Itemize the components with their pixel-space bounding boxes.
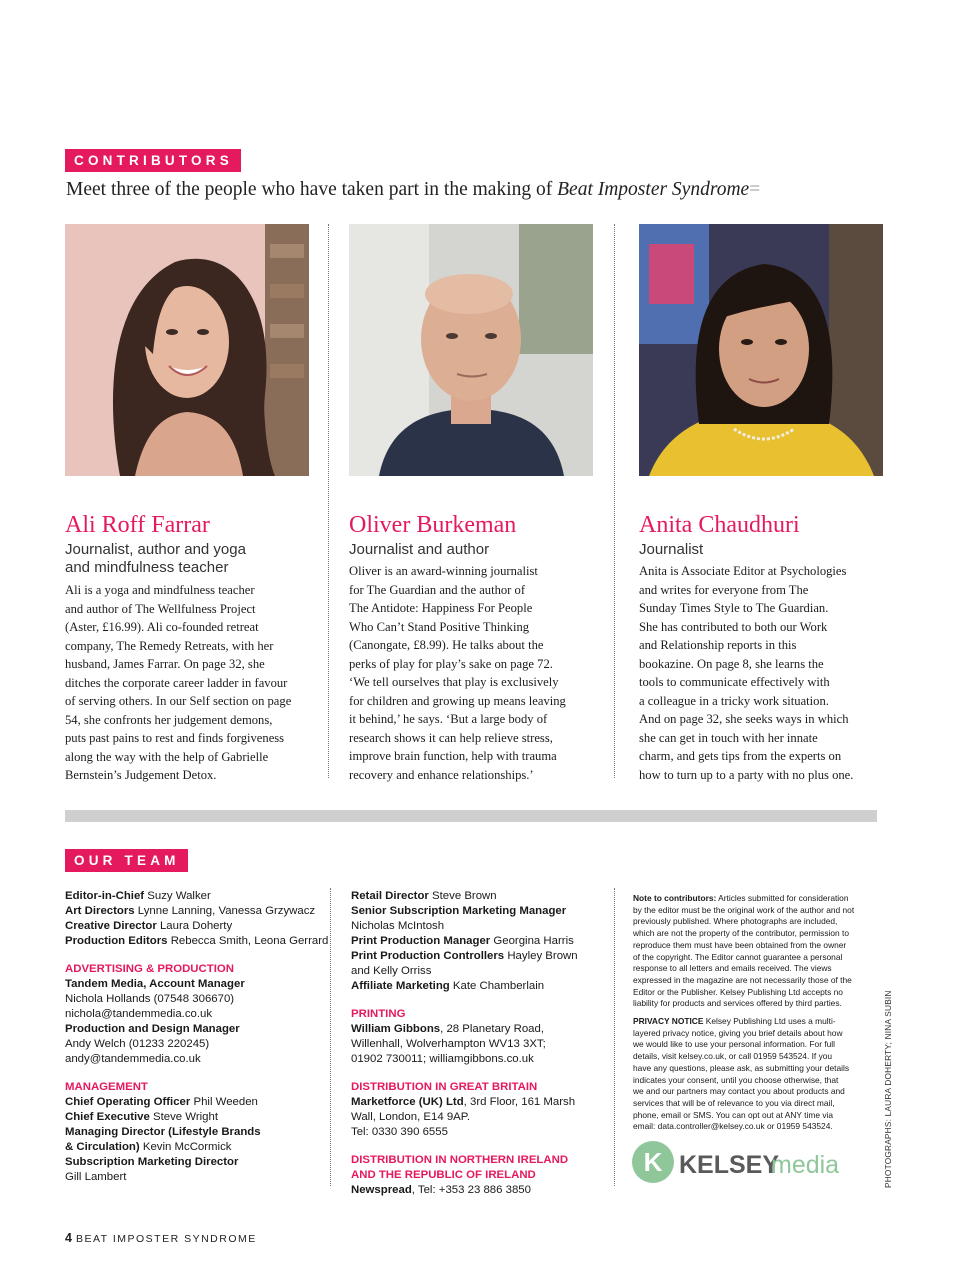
credit-line xyxy=(65,889,328,904)
credit-line xyxy=(633,952,877,964)
credit-text: Nichola Hollands (07548 306670) xyxy=(65,993,235,1005)
column-divider xyxy=(330,888,331,1186)
credit-line xyxy=(351,1052,578,1067)
photo-ali-roff-farrar xyxy=(65,224,309,476)
section-heading: ADVERTISING & PRODUCTION xyxy=(65,963,234,975)
credit-text: Kelsey Publishing Ltd uses a multi- xyxy=(703,1016,836,1027)
portrait-woman-1-image xyxy=(65,224,309,476)
credit-line xyxy=(633,975,877,987)
intro-line xyxy=(66,179,926,201)
credit-title: Retail Director xyxy=(351,890,429,902)
credit-line xyxy=(633,987,877,999)
credit-title: Affiliate Marketing xyxy=(351,980,450,992)
credit-text: indicates your consent, until you choose otherwise, that xyxy=(633,1074,839,1085)
credit-line xyxy=(65,904,328,919)
legal-notes xyxy=(633,893,877,1133)
credit-text: Kevin McCormick xyxy=(139,1141,232,1153)
credit-line xyxy=(65,919,328,934)
credit-text: of the copyright. The Editor cannot guarantee a personal xyxy=(633,951,843,962)
credit-title: Print Production Manager xyxy=(351,935,491,947)
credit-title: Managing Director (Lifestyle Brands xyxy=(65,1126,261,1138)
credit-line xyxy=(65,1007,328,1022)
credit-text: , 28 Planetary Road, xyxy=(440,1023,544,1035)
credit-text: , Tel: +353 23 886 3850 xyxy=(411,1184,531,1196)
photo-credit: PHOTOGRAPHS: LAURA DOHERTY; NINA SUBIN xyxy=(883,990,893,1188)
credit-line xyxy=(65,1095,328,1110)
credit-text: Nicholas McIntosh xyxy=(351,920,445,932)
credit-text: Editor or the Publisher. Kelsey Publishing Ltd accepts no xyxy=(633,986,843,997)
column-divider xyxy=(614,224,615,778)
intro-suffix: = xyxy=(749,179,761,200)
credit-text: phone, email or SMS. You can opt out at ANY time via xyxy=(633,1109,834,1120)
credit-text: Wall, London, E14 9AP. xyxy=(351,1111,471,1123)
credit-line xyxy=(633,1039,877,1051)
credit-text: andy@tandemmedia.co.uk xyxy=(65,1053,201,1065)
credit-title: Newspread xyxy=(351,1184,412,1196)
credit-line xyxy=(65,934,328,949)
credit-text: 01902 730011; williamgibbons.co.uk xyxy=(351,1053,534,1065)
credit-title: Editor-in-Chief xyxy=(65,890,145,902)
contributor-name: Ali Roff Farrar xyxy=(65,512,210,538)
credit-line xyxy=(351,1095,578,1110)
credit-text: Willenhall, Wolverhampton WV13 3XT; xyxy=(351,1038,546,1050)
credit-line xyxy=(351,919,578,934)
credit-text: Rebecca Smith, Leona Gerrard xyxy=(167,935,329,947)
intro-prefix: Meet three of the people who have taken part in the making of xyxy=(66,179,558,200)
credit-text: services that will be of relevance to you via direct mail, xyxy=(633,1097,835,1108)
credit-text: , 3rd Floor, 161 Marsh xyxy=(463,1096,576,1108)
spacer xyxy=(351,1140,578,1153)
credit-text: Articles submitted for consideration xyxy=(716,893,849,903)
photo-oliver-burkeman xyxy=(349,224,593,476)
credit-line xyxy=(633,1075,877,1087)
photo-anita-chaudhuri xyxy=(639,224,883,476)
spacer xyxy=(65,1067,328,1080)
credit-line xyxy=(633,1086,877,1098)
page-number: 4 xyxy=(65,1231,72,1245)
credit-line xyxy=(351,1125,578,1140)
credit-text: liability for products and services offered by third parties. xyxy=(633,998,842,1009)
credit-line xyxy=(633,893,877,905)
credit-text: email: data.controller@kelsey.co.uk or 01959 543524. xyxy=(633,1121,833,1132)
team-column-2 xyxy=(351,889,578,1198)
credit-line xyxy=(65,992,328,1007)
credit-line xyxy=(351,904,578,919)
credit-line xyxy=(65,1155,328,1170)
contributor-bio: Oliver is an award-winning journalist for The Guardian and the author of The Antidote: Happiness For People Who Can’t Stand Positive Thinking (Canongate, £8.99). He talks about the perks of play for play’s sake on page 72. ‘We tell ourselves that play is exclusively for children and growing up means leaving it behind,’ he says. ‘But a large body of research shows it can help relieve stress, improve brain function, help with trauma recovery and enhance relationships.’ xyxy=(349,564,566,782)
credit-text: Hayley Brown xyxy=(504,950,578,962)
spacer xyxy=(65,949,328,962)
credit-line xyxy=(633,916,877,928)
credit-text: Suzy Walker xyxy=(144,890,211,902)
page-footer xyxy=(65,1231,257,1245)
contributor-role: Journalist, author and yoga and mindfulness teacher xyxy=(65,541,246,576)
credit-line xyxy=(351,1037,578,1052)
contributor-role: Journalist xyxy=(639,541,704,558)
credit-title: PRIVACY NOTICE xyxy=(633,1016,704,1027)
credit-text: have any questions, please ask, as submitting your details xyxy=(633,1062,850,1073)
credit-line xyxy=(351,1183,578,1198)
section-heading: DISTRIBUTION IN GREAT BRITAIN xyxy=(351,1081,538,1093)
credit-text: which are not the property of the contributor, permission to xyxy=(633,928,850,939)
credit-line xyxy=(351,934,578,949)
column-divider xyxy=(614,888,615,1186)
credit-line xyxy=(351,1110,578,1125)
credit-title: Tandem Media, Account Manager xyxy=(65,978,245,990)
svg-text:K: K xyxy=(643,1147,663,1177)
credit-line xyxy=(351,1022,578,1037)
credit-text: Laura Doherty xyxy=(156,920,233,932)
credit-text: Steve Brown xyxy=(428,890,497,902)
credit-line xyxy=(65,1052,328,1067)
credit-line xyxy=(351,964,578,979)
column-divider xyxy=(328,224,329,778)
contributor-bio: Anita is Associate Editor at Psychologies and writes for everyone from The Sunday Times Style to The Guardian. She has contributed to both our Work and Relationship reports in this bookazine. On page 8, she learns the tools to communicate effectively with a colleague in a tricky work situation. And on page 32, she seeks ways in which she can get in touch with her innate charm, and gets tips from the experts on how to turn up to a party with no plus one. xyxy=(639,564,854,782)
credit-title: Production Editors xyxy=(65,935,168,947)
credit-line xyxy=(65,1170,328,1185)
credit-title: Production and Design Manager xyxy=(65,1023,240,1035)
credit-text: details, visit kelsey.co.uk, or call 01959 543524. If you xyxy=(633,1051,833,1062)
credit-title: William Gibbons xyxy=(351,1023,441,1035)
credit-title: & Circulation) xyxy=(65,1141,140,1153)
credit-text: reproduce them must have been obtained from the owner xyxy=(633,939,847,950)
contributor-name: Anita Chaudhuri xyxy=(639,512,800,538)
credit-line xyxy=(65,1125,328,1140)
credit-text: Kate Chamberlain xyxy=(449,980,545,992)
credit-text: by the editor must be the original work of the author and not xyxy=(633,904,855,915)
publication-title: BEAT IMPOSTER SYNDROME xyxy=(75,1233,257,1245)
credit-title: Note to contributors: xyxy=(633,893,717,903)
credit-text: Tel: 0330 390 6555 xyxy=(351,1126,448,1138)
credit-title: Art Directors xyxy=(65,905,135,917)
credit-line xyxy=(633,963,877,975)
contributor-bio: Ali is a yoga and mindfulness teacher and author of The Wellfulness Project (Aster, £16.99). Ali co-founded retreat company, The Remedy Retreats, with her husband, James Farrar. On page 32, she ditches the corporate career ladder in favour of serving others. In our Self section on page 54, she confronts her judgement demons, puts past pains to rest and finds forgiveness along the way with the help of Gabrielle Bernstein’s Judgement Detox. xyxy=(65,583,292,782)
contributor-name: Oliver Burkeman xyxy=(349,512,517,538)
credit-text: layered privacy notice, giving you brief details about how xyxy=(633,1027,843,1038)
credit-line xyxy=(65,1037,328,1052)
credit-text: Andy Welch (01233 220245) xyxy=(65,1038,210,1050)
credit-text: nichola@tandemmedia.co.uk xyxy=(65,1008,213,1020)
credit-text: we would like to use your personal information. For full xyxy=(633,1039,836,1050)
section-separator-bar xyxy=(65,810,877,822)
contributor-role: Journalist and author xyxy=(349,541,490,558)
credit-line xyxy=(633,1110,877,1122)
intro-title: Beat Imposter Syndrome xyxy=(557,179,750,200)
credit-text: Steve Wright xyxy=(149,1111,219,1123)
credit-line xyxy=(65,1110,328,1125)
credit-text: Gill Lambert xyxy=(65,1171,127,1183)
credit-line xyxy=(351,949,578,964)
credit-line xyxy=(633,998,877,1010)
section-heading: PRINTING xyxy=(351,1008,406,1020)
credit-line xyxy=(633,928,877,940)
spacer xyxy=(351,1067,578,1080)
svg-text:KELSEY: KELSEY xyxy=(679,1151,780,1179)
spacer xyxy=(351,994,578,1007)
credit-title: Marketforce (UK) Ltd xyxy=(351,1096,464,1108)
credit-title: Chief Executive xyxy=(65,1111,150,1123)
credit-line xyxy=(633,1016,877,1028)
portrait-man-image xyxy=(349,224,593,476)
credit-title: Creative Director xyxy=(65,920,157,932)
credit-line xyxy=(633,1098,877,1110)
credit-title: Chief Operating Officer xyxy=(65,1096,191,1108)
credit-line xyxy=(633,1121,877,1133)
credit-title: Print Production Controllers xyxy=(351,950,505,962)
credit-line xyxy=(633,1063,877,1075)
credit-text: we and our partners may contact you about products and xyxy=(633,1086,845,1097)
credit-text: expressed in the magazine are not necessarily those of the xyxy=(633,974,852,985)
credit-line xyxy=(65,977,328,992)
credit-text: Lynne Lanning, Vanessa Grzywacz xyxy=(134,905,316,917)
credit-text: response to all letters and emails received. The views xyxy=(633,963,832,974)
credit-line xyxy=(633,1051,877,1063)
our-team-label: OUR TEAM xyxy=(65,849,188,872)
section-heading: MANAGEMENT xyxy=(65,1081,148,1093)
credit-line xyxy=(65,1140,328,1155)
credit-line xyxy=(351,889,578,904)
credit-line xyxy=(633,940,877,952)
credit-title: Senior Subscription Marketing Manager xyxy=(351,905,567,917)
credit-title: Subscription Marketing Director xyxy=(65,1156,239,1168)
credit-line xyxy=(65,1022,328,1037)
credit-line xyxy=(633,905,877,917)
team-column-1 xyxy=(65,889,328,1185)
credit-text: Phil Weeden xyxy=(190,1096,258,1108)
credit-text: Georgina Harris xyxy=(490,935,574,947)
section-heading: DISTRIBUTION IN NORTHERN IRELAND xyxy=(351,1154,569,1166)
credit-line xyxy=(351,979,578,994)
contributors-label: CONTRIBUTORS xyxy=(65,149,241,172)
section-heading: AND THE REPUBLIC OF IRELAND xyxy=(351,1169,536,1181)
portrait-woman-2-image xyxy=(639,224,883,476)
credit-text: and Kelly Orriss xyxy=(351,965,432,977)
credit-text: previously published. Where photographs are included, xyxy=(633,916,838,927)
svg-text:media: media xyxy=(771,1151,840,1179)
kelsey-media-logo xyxy=(631,1140,846,1184)
credit-line xyxy=(633,1028,877,1040)
